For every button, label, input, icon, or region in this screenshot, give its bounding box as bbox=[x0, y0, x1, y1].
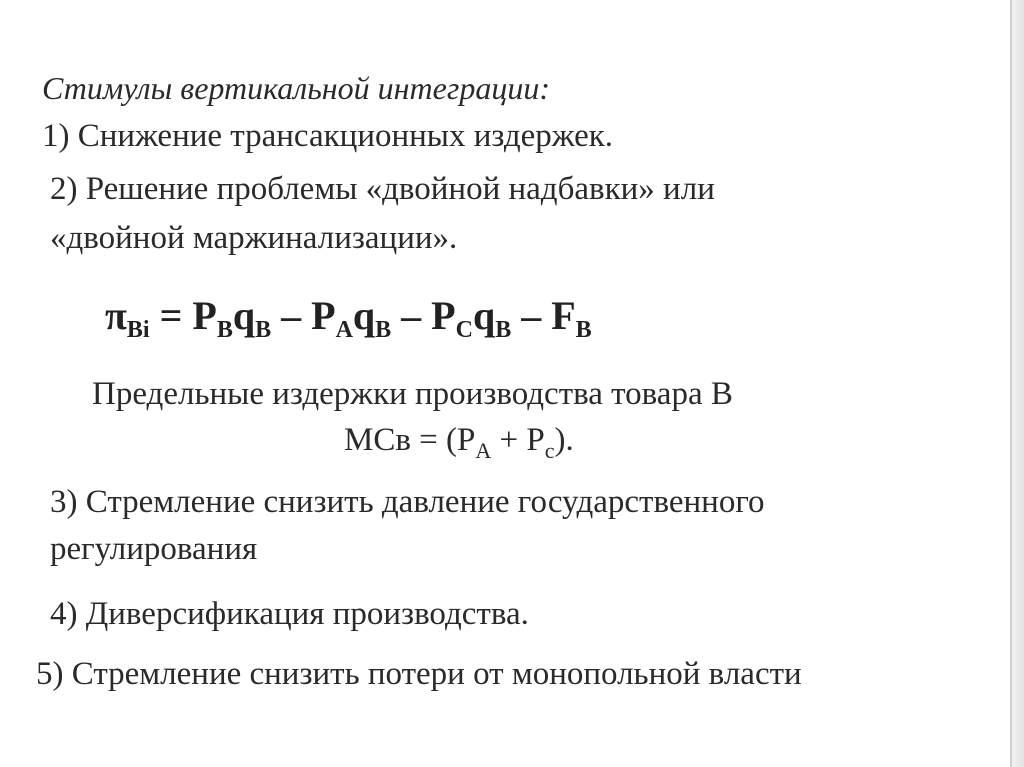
list-item-3-line-2: регулирования bbox=[50, 531, 258, 567]
formula-part: q bbox=[352, 293, 376, 338]
formula-part: = P bbox=[149, 293, 217, 338]
list-item-2-line-2: «двойной маржинализации». bbox=[50, 220, 458, 256]
slide-heading: Стимулы вертикальной интеграции: bbox=[42, 70, 550, 106]
mc-part: ). bbox=[554, 422, 574, 458]
formula-subscript: B bbox=[375, 317, 392, 343]
formula-subscript: B bbox=[216, 317, 233, 343]
mc-subscript: А bbox=[475, 438, 492, 463]
formula-subscript: Bi bbox=[126, 317, 150, 343]
mc-part: МСв = (Р bbox=[344, 422, 476, 458]
marginal-cost-line-1: Предельные издержки производства товара В bbox=[92, 376, 733, 412]
formula-part: q bbox=[472, 293, 496, 338]
formula-part: π bbox=[105, 293, 127, 338]
formula-part: – F bbox=[511, 293, 576, 338]
formula-subscript: A bbox=[335, 317, 353, 343]
marginal-cost-formula bbox=[344, 422, 574, 463]
list-item-3-line-1: 3) Стремление снизить давление государственного bbox=[50, 484, 765, 520]
formula-subscript: C bbox=[455, 317, 473, 343]
list-item-4: 4) Диверсификация производства. bbox=[50, 596, 529, 632]
slide-edge bbox=[1010, 0, 1024, 767]
mc-subscript: с bbox=[544, 438, 555, 463]
formula-subscript: B bbox=[575, 317, 592, 343]
list-item-5: 5) Стремление снизить потери от монопольной власти bbox=[36, 656, 802, 692]
profit-formula bbox=[105, 294, 592, 343]
formula-subscript: B bbox=[255, 317, 272, 343]
formula-part: q bbox=[232, 293, 256, 338]
formula-subscript: B bbox=[495, 317, 512, 343]
list-item-1: 1) Снижение трансакционных издержек. bbox=[42, 118, 614, 154]
list-item-2-line-1: 2) Решение проблемы «двойной надбавки» или bbox=[50, 171, 715, 207]
mc-part: + Р bbox=[491, 422, 545, 458]
formula-part: – P bbox=[271, 293, 336, 338]
formula-part: – P bbox=[391, 293, 456, 338]
